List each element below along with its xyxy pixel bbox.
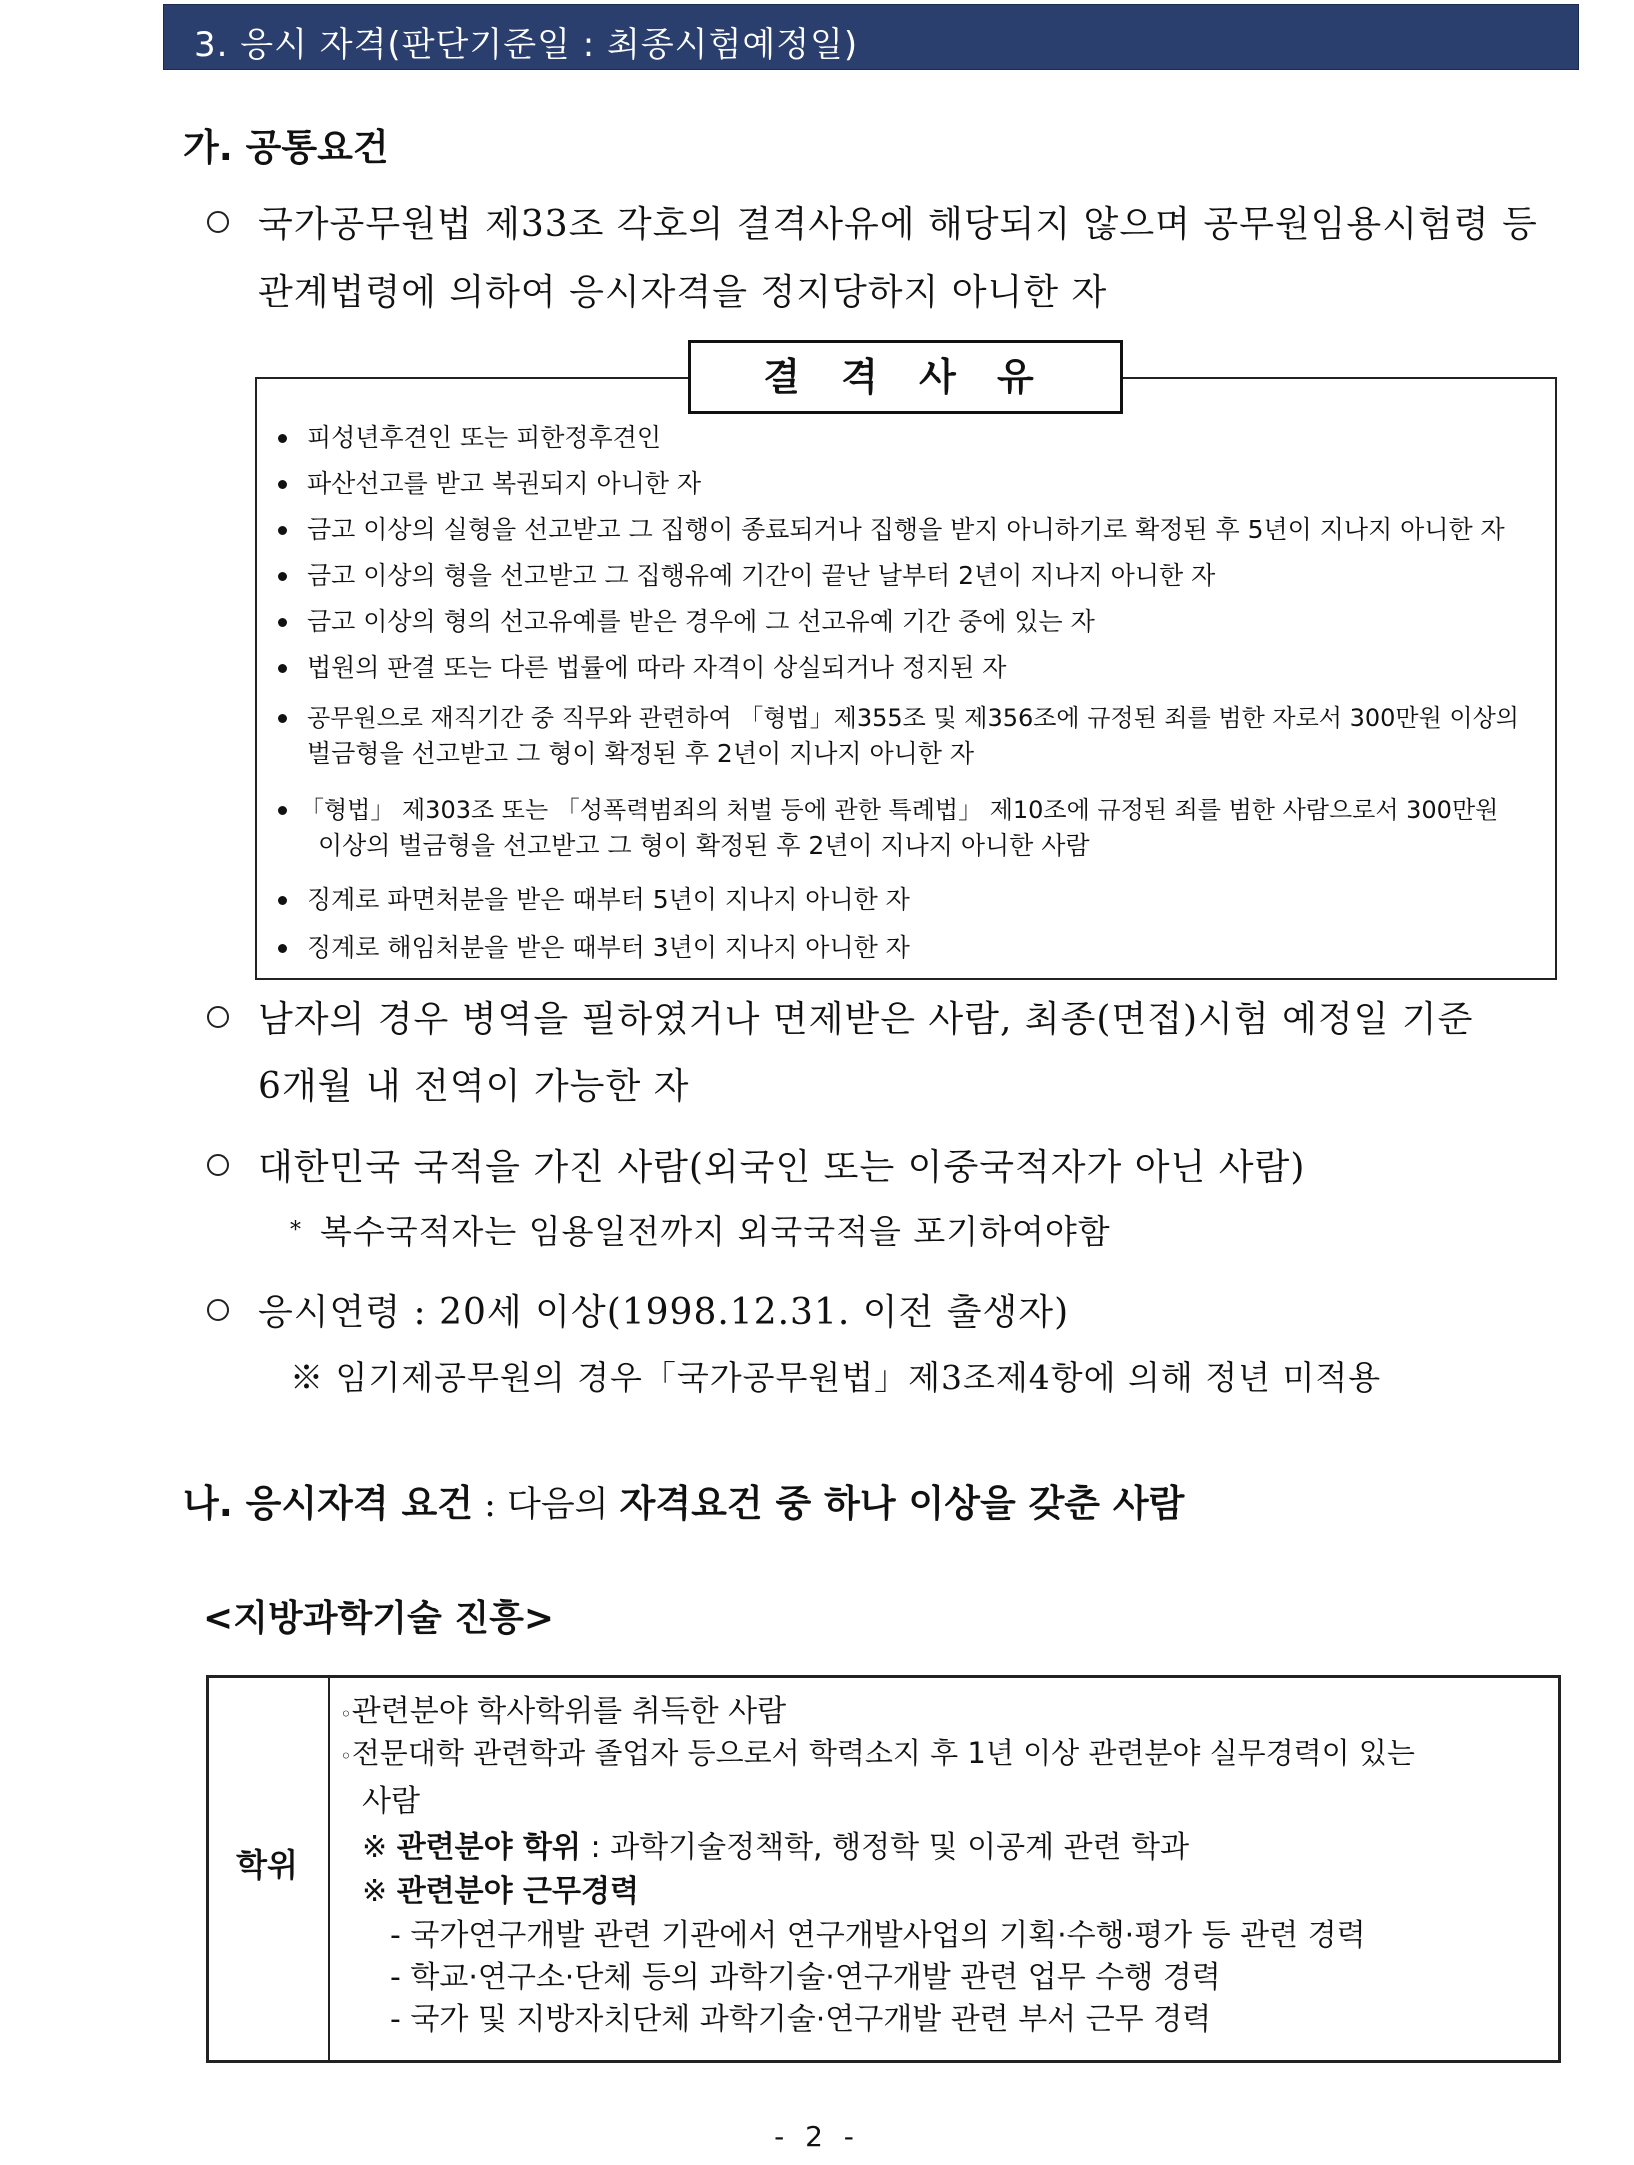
dot-bullet-icon <box>278 434 287 443</box>
circle-bullet-icon <box>207 1299 229 1321</box>
disqualification-box-title-frame <box>688 340 1123 414</box>
table-line-text: 전문대학 관련학과 졸업자 등으로서 학력소지 후 1년 이상 관련분야 실무경력이 있는 <box>351 1736 1415 1770</box>
table-line-continued: 사람 <box>362 1784 420 1819</box>
small-circle-bullet-icon: ◦ <box>340 1702 352 1726</box>
qualification-heading-emphasis: 자격요건 중 하나 이상을 갖춘 사람 <box>619 1482 1185 1525</box>
table-sub-item: - 국가연구개발 관련 기관에서 연구개발사업의 기획·수행·평가 등 관련 경력 <box>390 1918 1366 1953</box>
circle-bullet-icon <box>207 211 229 233</box>
requirement-2-line-2: 6개월 내 전역이 가능한 자 <box>258 1066 690 1107</box>
section-header-bar <box>163 4 1579 70</box>
disqualification-item: 공무원으로 재직기간 중 직무와 관련하여 「형법」제355조 및 제356조에 규정된 죄를 범한 자로서 300만원 이상의 <box>307 704 1519 732</box>
dot-bullet-icon <box>278 806 287 815</box>
qualification-heading <box>183 1473 1184 1527</box>
disqualification-item: 파산선고를 받고 복권되지 아니한 자 <box>307 469 702 498</box>
reference-mark: ※ <box>362 1830 388 1865</box>
dot-bullet-icon <box>278 944 287 953</box>
table-line <box>340 1731 1415 1772</box>
dot-bullet-icon <box>278 480 287 489</box>
qualification-heading-connector: : 다음의 <box>473 1485 620 1525</box>
disqualification-item: 금고 이상의 형의 선고유예를 받은 경우에 그 선고유예 기간 중에 있는 자 <box>307 607 1095 636</box>
asterisk-mark: * <box>290 1218 302 1243</box>
dot-bullet-icon <box>278 714 287 723</box>
table-row-header-degree: 학위 <box>236 1846 298 1884</box>
table-line <box>340 1686 786 1730</box>
circle-bullet-icon <box>207 1006 229 1028</box>
disqualification-item-continued: 이상의 벌금형을 선고받고 그 형이 확정된 후 2년이 지나지 아니한 사람 <box>318 831 1090 860</box>
qualification-heading-label: 나. 응시자격 요건 <box>183 1482 474 1525</box>
table-line-text: 관련분야 학사학위를 취득한 사람 <box>351 1694 787 1729</box>
section-header-title: 3. 응시 자격(판단기준일 : 최종시험예정일) <box>194 25 859 65</box>
requirement-3-note: 복수국적자는 임용일전까지 외국국적을 포기하여야함 <box>320 1212 1111 1251</box>
disqualification-item: 「형법」 제303조 또는 「성폭력범죄의 처벌 등에 관한 특례법」 제10조에 규정된 죄를 범한 사람으로서 300만원 <box>300 796 1499 824</box>
disqualification-item: 금고 이상의 형을 선고받고 그 집행유예 기간이 끝난 날부터 2년이 지나지 아니한 자 <box>307 561 1216 590</box>
page-number: - 2 - <box>774 2120 860 2153</box>
table-note <box>362 1822 1189 1866</box>
table-note-label: 관련분야 근무경력 <box>396 1874 639 1909</box>
dot-bullet-icon <box>278 896 287 905</box>
table-column-divider <box>328 1675 330 2063</box>
table-note <box>362 1866 639 1910</box>
disqualification-item: 징계로 해임처분을 받은 때부터 3년이 지나지 아니한 자 <box>307 933 910 962</box>
disqualification-item: 피성년후견인 또는 피한정후견인 <box>307 423 661 452</box>
disqualification-item: 법원의 판결 또는 다른 법률에 따라 자격이 상실되거나 정지된 자 <box>307 653 1007 682</box>
subsection-title: <지방과학기술 진흥> <box>203 1598 555 1639</box>
disqualification-item: 징계로 파면처분을 받은 때부터 5년이 지나지 아니한 자 <box>307 885 910 914</box>
dot-bullet-icon <box>278 618 287 627</box>
requirement-3: 대한민국 국적을 가진 사람(외국인 또는 이중국적자가 아닌 사람) <box>258 1147 1306 1188</box>
requirement-1-line-1: 국가공무원법 제33조 각호의 결격사유에 해당되지 않으며 공무원임용시험령 등 <box>258 204 1538 245</box>
requirement-1-line-2: 관계법령에 의하여 응시자격을 정지당하지 아니한 자 <box>258 272 1108 313</box>
circle-bullet-icon <box>207 1154 229 1176</box>
common-requirements-heading: 가. 공통요건 <box>183 126 389 169</box>
disqualification-box-title: 결 격 사 유 <box>763 355 1048 399</box>
dot-bullet-icon <box>278 664 287 673</box>
disqualification-item-continued: 벌금형을 선고받고 그 형이 확정된 후 2년이 지나지 아니한 자 <box>307 739 975 768</box>
requirement-4: 응시연령 : 20세 이상(1998.12.31. 이전 출생자) <box>258 1292 1070 1333</box>
small-circle-bullet-icon: ◦ <box>340 1744 352 1768</box>
reference-mark: ※ <box>362 1874 388 1909</box>
dot-bullet-icon <box>278 572 287 581</box>
table-note-label: 관련분야 학위 <box>396 1830 582 1865</box>
requirement-2-line-1: 남자의 경우 병역을 필하였거나 면제받은 사람, 최종(면접)시험 예정일 기준 <box>258 999 1474 1040</box>
table-sub-item: - 국가 및 지방자치단체 과학기술·연구개발 관련 부서 근무 경력 <box>390 2002 1212 2037</box>
table-sub-item: - 학교·연구소·단체 등의 과학기술·연구개발 관련 업무 수행 경력 <box>390 1960 1221 1995</box>
disqualification-item: 금고 이상의 실형을 선고받고 그 집행이 종료되거나 집행을 받지 아니하기로 확정된 후 5년이 지나지 아니한 자 <box>307 515 1505 544</box>
requirement-4-note: ※ 임기제공무원의 경우「국가공무원법」제3조제4항에 의해 정년 미적용 <box>290 1358 1382 1397</box>
dot-bullet-icon <box>278 526 287 535</box>
table-note-text: : 과학기술정책학, 행정학 및 이공계 관련 학과 <box>581 1830 1190 1865</box>
